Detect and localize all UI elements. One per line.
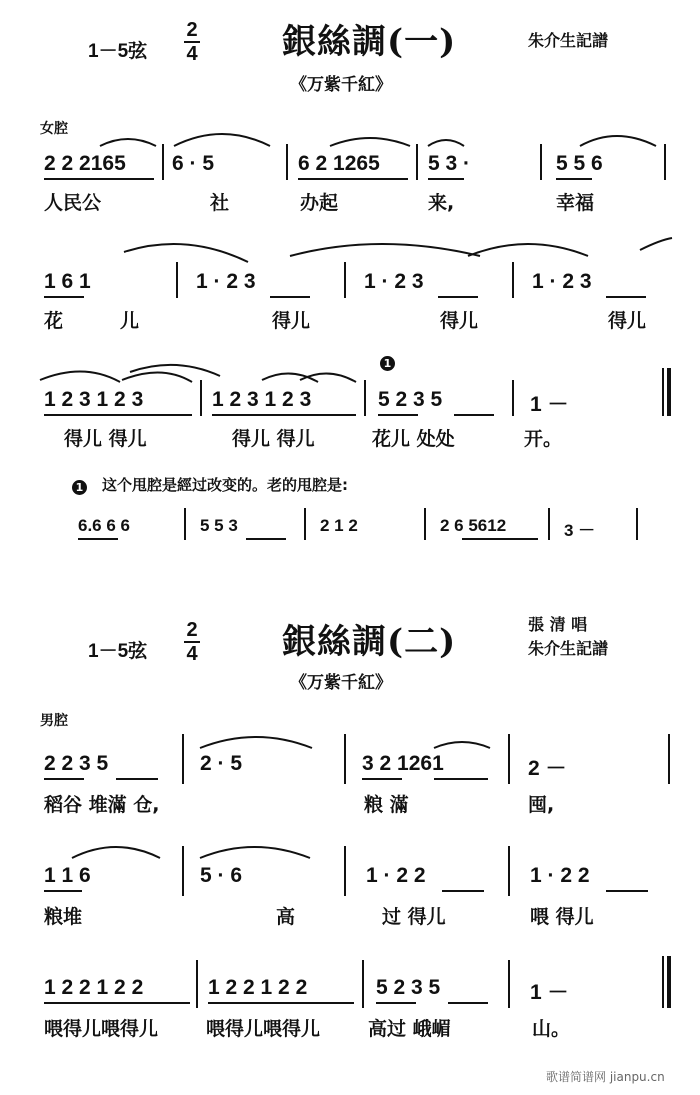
slur [100, 139, 156, 146]
song2-l1-m1: 2 2 3 5 [44, 752, 109, 775]
song2-tuning: 1－5弦 [88, 641, 148, 662]
song1-footnote-text: 这个甩腔是經过改变的。老的甩腔是: [102, 476, 349, 494]
song1-l1-lyric3: 办起 [300, 192, 339, 214]
song2-l2-m4: 1 · 2 2 [530, 864, 590, 887]
slur [262, 373, 318, 382]
song1-l1-m3: 6 2 1265 [298, 152, 380, 175]
song1-credit: 朱介生記譜 [528, 31, 609, 50]
song1-meter-top: 2 [186, 19, 198, 41]
song2-meter-bottom: 4 [186, 643, 198, 665]
song2-l3-m4: 1 － [530, 981, 569, 1004]
song2-l3-m3: 5 2 3 5 [376, 976, 441, 999]
song1-subtitle: 《万紫千紅》 [290, 75, 392, 95]
slur [580, 136, 656, 146]
song1-l3-lyric2: 得儿 得儿 [232, 428, 315, 450]
slur [330, 138, 410, 146]
song1-l2-m1: 1 6 1 [44, 270, 91, 293]
slur [124, 244, 248, 262]
song1-alt-m2: 5 5 3 [200, 516, 238, 535]
slur [640, 238, 672, 250]
song2-l3-lyric3: 高过 峨嵋 [368, 1018, 451, 1040]
song2-l3-m2: 1 2 2 1 2 2 [208, 976, 308, 999]
song2-l1-m3: 3 2 1261 [362, 752, 444, 775]
song1-l2-m3: 1 · 2 3 [364, 270, 424, 293]
slur [290, 244, 480, 256]
footnote-marker-icon: 1 [72, 480, 87, 495]
song1-l2-m2: 1 · 2 3 [196, 270, 256, 293]
song2-voice-label: 男腔 [40, 713, 68, 729]
song2-l2-m3: 1 · 2 2 [366, 864, 426, 887]
watermark: 歌谱简谱网 jianpu.cn [546, 1070, 665, 1084]
song1-l2-lyric3: 得儿 [272, 310, 311, 332]
song1-l1-lyric2: 社 [210, 192, 230, 214]
song1-l3-lyric4: 开。 [524, 428, 563, 450]
song2-l3-m1: 1 2 2 1 2 2 [44, 976, 144, 999]
song2-l2-m2: 5 · 6 [200, 864, 243, 887]
song1-meter-bottom: 4 [186, 43, 198, 65]
song2-l1-m2: 2 · 5 [200, 752, 243, 775]
song2-meter-top: 2 [186, 619, 198, 641]
song2-singer: 張 清 唱 [528, 615, 588, 634]
song1-l3-m1: 1 2 3 1 2 3 [44, 388, 144, 411]
slur [468, 244, 588, 256]
slur [428, 140, 464, 146]
song2-l2-lyric3: 过 得儿 [382, 906, 446, 928]
song1-l3-lyric1: 得儿 得儿 [64, 428, 147, 450]
slur [72, 847, 160, 858]
song2-l3-lyric2: 喂得儿喂得儿 [206, 1018, 321, 1040]
song1-l3-m3: 5 2 3 5 [378, 388, 443, 411]
slur [40, 371, 120, 382]
song1-tuning: 1－5弦 [88, 41, 148, 62]
slur [434, 742, 490, 748]
song2-l2-m1: 1 1 6 [44, 864, 91, 887]
song1-alt-m1: 6.6 6 6 [78, 516, 130, 535]
song2-l3-lyric1: 喂得儿喂得儿 [44, 1018, 159, 1040]
song1-l2-lyric5: 得儿 [608, 310, 647, 332]
slur [174, 134, 270, 146]
song1-alt-m4: 2 6 5612 [440, 516, 507, 535]
song1-l1-lyric4: 来, [428, 192, 455, 214]
slur [200, 737, 312, 748]
song1-l3-m4: 1 － [530, 393, 569, 416]
song2-l2-lyric4: 喂 得儿 [530, 906, 594, 928]
song2-l1-m4: 2 － [528, 757, 567, 780]
song1-l2-lyric4: 得儿 [440, 310, 479, 332]
song1-l2-m4: 1 · 2 3 [532, 270, 592, 293]
song1-l3-m2: 1 2 3 1 2 3 [212, 388, 312, 411]
song1-l1-m1: 2 2 2165 [44, 152, 126, 175]
song2-title: 銀絲調(二) [282, 622, 457, 662]
song2-l2-lyric1: 粮堆 [44, 906, 83, 928]
song1-l1-lyric5: 幸福 [556, 192, 595, 214]
song1-l1-m2: 6 · 5 [172, 152, 215, 175]
song2-l1-lyric3: 囤, [528, 794, 555, 816]
song2-l3-lyric4: 山。 [532, 1018, 571, 1040]
song1-voice-label: 女腔 [40, 121, 68, 137]
song1-l2-lyric2: 儿 [120, 310, 140, 332]
song1-alt-m3: 2 1 2 [320, 516, 358, 535]
song2-subtitle: 《万紫千紅》 [290, 673, 392, 693]
song1-l1-lyric1: 人民公 [44, 192, 102, 214]
song1-l2-lyric1: 花 [44, 310, 64, 332]
song1-alt-m5: 3 － [564, 521, 596, 540]
song2-l2-lyric2: 高 [276, 906, 296, 928]
song1-l1-m5: 5 5 6 [556, 152, 603, 175]
song1-title: 銀絲調(一) [282, 22, 457, 62]
song2-credit: 朱介生記譜 [528, 639, 609, 658]
song2-l1-lyric2: 粮 滿 [364, 794, 409, 816]
slur [122, 372, 192, 382]
song1-l3-lyric3: 花儿 处处 [372, 428, 455, 450]
song1-l1-m4: 5 3 · [428, 152, 471, 175]
slur [200, 847, 310, 858]
song2-l1-lyric1: 稻谷 堆滿 仓, [44, 794, 160, 816]
footnote-marker-icon: 1 [380, 356, 395, 371]
